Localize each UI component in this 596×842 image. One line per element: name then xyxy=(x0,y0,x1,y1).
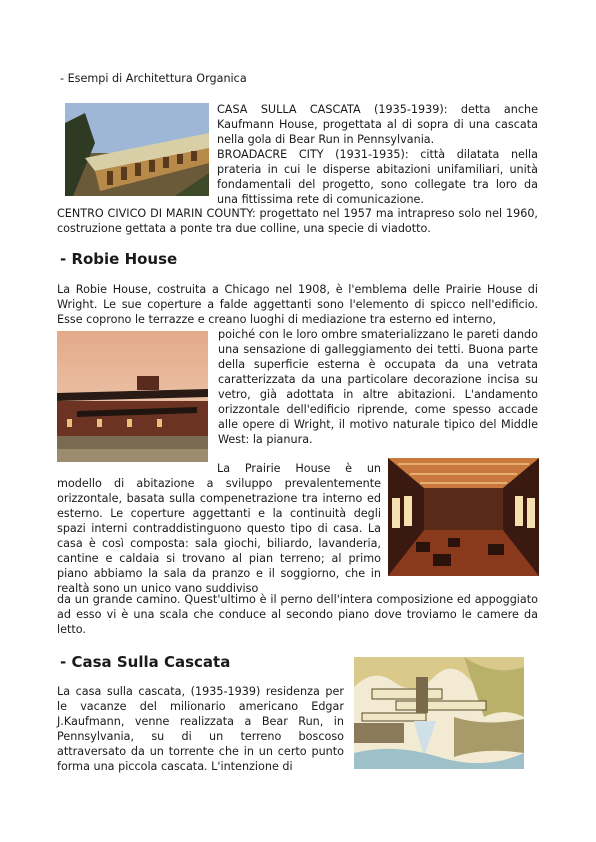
robie-house-exterior-photo xyxy=(57,331,208,462)
robie-house-interior-photo xyxy=(388,458,539,576)
robie-paragraph-2: La Prairie House è un modello di abitazione a sviluppo prevalentemente orizzontale, basata sulla compenetrazione tra interno ed esterno. Le coperture aggettanti e la continuità degli spazi interni contraddistinguono questo tipo di casa. La casa è così composta: sala giochi, biliardo, lavanderia, cantine e caldaia si trovano al pian terreno; al primo piano abbiamo la sala da pranzo e il soggiorno, che in realtà sono un unico vano suddiviso xyxy=(57,462,381,595)
casa-cascata-heading: - Casa Sulla Cascata xyxy=(60,653,231,671)
robie-house-heading: - Robie House xyxy=(60,250,178,268)
fallingwater-drawing xyxy=(354,657,524,769)
casa-cascata-paragraph-1: La casa sulla cascata, (1935-1939) residenza per le vacanze del milionario americano Edgar J.Kaufmann, venne realizzata a Bear Run, in Pennsylvania, su di un terreno boscoso attraversato da un torrente che in un certo punto forma una piccola cascata. L'intenzione di xyxy=(57,685,344,773)
robie-paragraph-1-continued: poiché con le loro ombre smaterializzano le pareti dando una sensazione di galleggiamento dei tetti. Buona parte della superficie esterna è occupata da una vetrata caratterizzata da una particolare decorazione incisa su vetro, già adottata in altre abitazioni. L'andamento orizzontale dell'edificio riprende, come spesso accade alle opere di Wright, il motivo naturale tipico del Middle West: la pianura. xyxy=(218,328,538,446)
example-broadacre: BROADACRE CITY (1931-1935): città dilatata nella prateria in cui le disperse abitazioni unifamiliari, unità fondamentali del progetto, sono collegate tra loro da una fittissima rete di comunicazione. xyxy=(217,148,538,206)
marin-county-photo xyxy=(65,103,209,196)
example-casa-cascata: CASA SULLA CASCATA (1935-1939): detta anche Kaufmann House, progettata al di sopra di una cascata nella gola di Bear Run in Pennsylvania. xyxy=(217,103,538,146)
section-intro-heading: - Esempi di Architettura Organica xyxy=(60,72,247,85)
robie-paragraph-1: La Robie House, costruita a Chicago nel 1908, è l'emblema delle Prairie House di Wright. Le sue coperture a falde aggettanti sono l'elemento di spicco nell'edificio. Esse coprono le terrazze e creano luoghi di mediazione tra esterno ed interno, xyxy=(57,283,538,326)
example-marin: CENTRO CIVICO DI MARIN COUNTY: progettato nel 1957 ma intrapreso solo nel 1960, costruzione gettata a ponte tra due colline, una specie di viadotto. xyxy=(57,207,538,235)
robie-paragraph-2-continued: da un grande camino. Quest'ultimo è il perno dell'intera composizione ed appoggiato ad esso vi è una scala che conduce al secondo piano dove troviamo le camere da letto. xyxy=(57,593,538,636)
